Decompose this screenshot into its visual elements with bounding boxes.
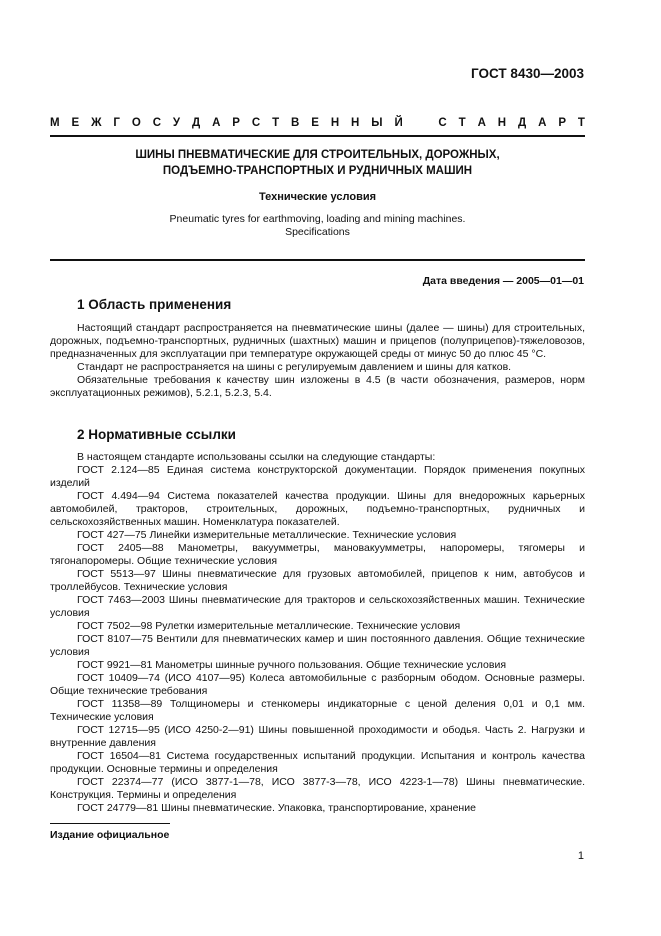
reference-item: ГОСТ 8107—75 Вентили для пневматических камер и шин постоянного давления. Общие технические условия bbox=[50, 633, 585, 658]
footer-rule bbox=[50, 823, 170, 824]
interstate-letter: В bbox=[291, 117, 300, 129]
reference-item: ГОСТ 22374—77 (ИСО 3877-1—78, ИСО 3877-3—78, ИСО 4223-1—78) Шины пневматические. Конструкция. Термины и определения bbox=[50, 776, 585, 801]
section-1-paragraph-1: Настоящий стандарт распространяется на пневматические шины (далее — шины) для строительных, дорожных, подъемно-транспортных, рудничных (шахтных) машин и прицепов (полуприцепов)-тяжеловозов, предназначенных для эксплуатации при температуре окружающей среды от минус 50 до плюс 45 °С. bbox=[50, 322, 585, 360]
title-line-1: ШИНЫ ПНЕВМАТИЧЕСКИЕ ДЛЯ СТРОИТЕЛЬНЫХ, ДОРОЖНЫХ, bbox=[135, 149, 500, 161]
interstate-letter: Т bbox=[458, 117, 466, 129]
interstate-letter: М bbox=[50, 117, 60, 129]
edition-label: Издание официальное bbox=[50, 829, 170, 841]
english-title bbox=[50, 213, 585, 239]
title-rule bbox=[50, 259, 585, 261]
interstate-letter: А bbox=[538, 117, 547, 129]
reference-item: ГОСТ 7463—2003 Шины пневматические для тракторов и сельскохозяйственных машин. Технические условия bbox=[50, 594, 585, 619]
reference-item: В настоящем стандарте использованы ссылки на следующие стандарты: bbox=[77, 451, 436, 463]
interstate-letter: Н bbox=[330, 117, 340, 129]
english-title-line-1: Pneumatic tyres for earthmoving, loading and mining machines. bbox=[169, 213, 466, 225]
reference-item: ГОСТ 2405—88 Манометры, вакуумметры, мановакуумметры, напоромеры, тягомеры и тягонапоромеры. Общие технические условия bbox=[50, 542, 585, 567]
section-2-body bbox=[50, 451, 585, 815]
section-1-paragraph-2: Стандарт не распространяется на шины с регулируемым давлением и шины для катков. bbox=[77, 361, 512, 373]
reference-item: ГОСТ 9921—81 Манометры шинные ручного пользования. Общие технические условия bbox=[77, 659, 507, 671]
interstate-letter: А bbox=[477, 117, 486, 129]
interstate-letter: С bbox=[251, 117, 261, 129]
document-subtitle: Технические условия bbox=[258, 191, 377, 203]
section-1-body bbox=[50, 322, 585, 400]
interstate-letter: Р bbox=[558, 117, 567, 129]
reference-item: ГОСТ 10409—74 (ИСО 4107—95) Колеса автомобильные с разборным ободом. Основные размеры. Общие технические требования bbox=[50, 672, 585, 697]
interstate-letter: Е bbox=[311, 117, 319, 129]
section-1-paragraph-3: Обязательные требования к качеству шин изложены в 4.5 (в части обозначения, размеров, норм эксплуатационных режимов), 5.2.1, 5.2.3, 5.4. bbox=[50, 374, 585, 399]
interstate-letter: А bbox=[212, 117, 221, 129]
interstate-letter: Т bbox=[577, 117, 585, 129]
interstate-letter: Ы bbox=[371, 117, 383, 129]
interstate-letter: Н bbox=[351, 117, 360, 129]
section-2-heading: 2 Нормативные ссылки bbox=[77, 427, 236, 442]
interstate-standard-banner bbox=[50, 117, 585, 129]
header-rule bbox=[50, 135, 585, 137]
interstate-letter: Д bbox=[518, 117, 527, 129]
interstate-letter: Н bbox=[497, 117, 507, 129]
reference-item: ГОСТ 11358—89 Толщиномеры и стенкомеры индикаторные с ценой деления 0,01 и 0,1 мм. Технические условия bbox=[50, 698, 585, 723]
reference-item: ГОСТ 5513—97 Шины пневматические для грузовых автомобилей, прицепов к ним, автобусов и троллейбусов. Технические условия bbox=[50, 568, 585, 593]
interstate-letter: Д bbox=[191, 117, 201, 129]
interstate-letter: Р bbox=[232, 117, 240, 129]
effective-date: Дата введения — 2005—01—01 bbox=[422, 275, 584, 287]
reference-item: ГОСТ 7502—98 Рулетки измерительные металлические. Технические условия bbox=[77, 620, 461, 632]
interstate-letter: С bbox=[152, 117, 161, 129]
english-title-line-2: Specifications bbox=[285, 226, 350, 238]
reference-item: ГОСТ 16504—81 Система государственных испытаний продукции. Испытания и контроль качества продукции. Основные термины и определения bbox=[50, 750, 585, 775]
interstate-letter: Г bbox=[113, 117, 120, 129]
interstate-letter: Ж bbox=[91, 117, 102, 129]
interstate-letter: О bbox=[131, 117, 141, 129]
interstate-letter: Й bbox=[394, 117, 403, 129]
reference-item: ГОСТ 24779—81 Шины пневматические. Упаковка, транспортирование, хранение bbox=[77, 802, 476, 814]
title-line-2: ПОДЪЕМНО-ТРАНСПОРТНЫХ И РУДНИЧНЫХ МАШИН bbox=[162, 165, 473, 177]
document-number: ГОСТ 8430—2003 bbox=[471, 66, 584, 81]
interstate-letter: С bbox=[438, 117, 447, 129]
reference-item: ГОСТ 4.494—94 Система показателей качества продукции. Шины для внедорожных карьерных автомобилей, тракторов, строительных, дорожных, подъемно-транспортных, рудничных и сельскохозяйственных машин. Номенклатура показателей. bbox=[50, 490, 585, 528]
page-number: 1 bbox=[577, 850, 584, 862]
interstate-letter: Т bbox=[272, 117, 280, 129]
reference-item: ГОСТ 12715—95 (ИСО 4250-2—91) Шины повышенной проходимости и ободья. Часть 2. Нагрузки и внутренние давления bbox=[50, 724, 585, 749]
interstate-letter: Е bbox=[71, 117, 80, 129]
reference-item: ГОСТ 427—75 Линейки измерительные металлические. Технические условия bbox=[77, 529, 457, 541]
document-title bbox=[50, 147, 585, 179]
section-1-heading: 1 Область применения bbox=[77, 297, 232, 312]
interstate-letter: У bbox=[172, 117, 181, 129]
reference-item: ГОСТ 2.124—85 Единая система конструкторской документации. Порядок применения покупных изделий bbox=[50, 464, 585, 489]
